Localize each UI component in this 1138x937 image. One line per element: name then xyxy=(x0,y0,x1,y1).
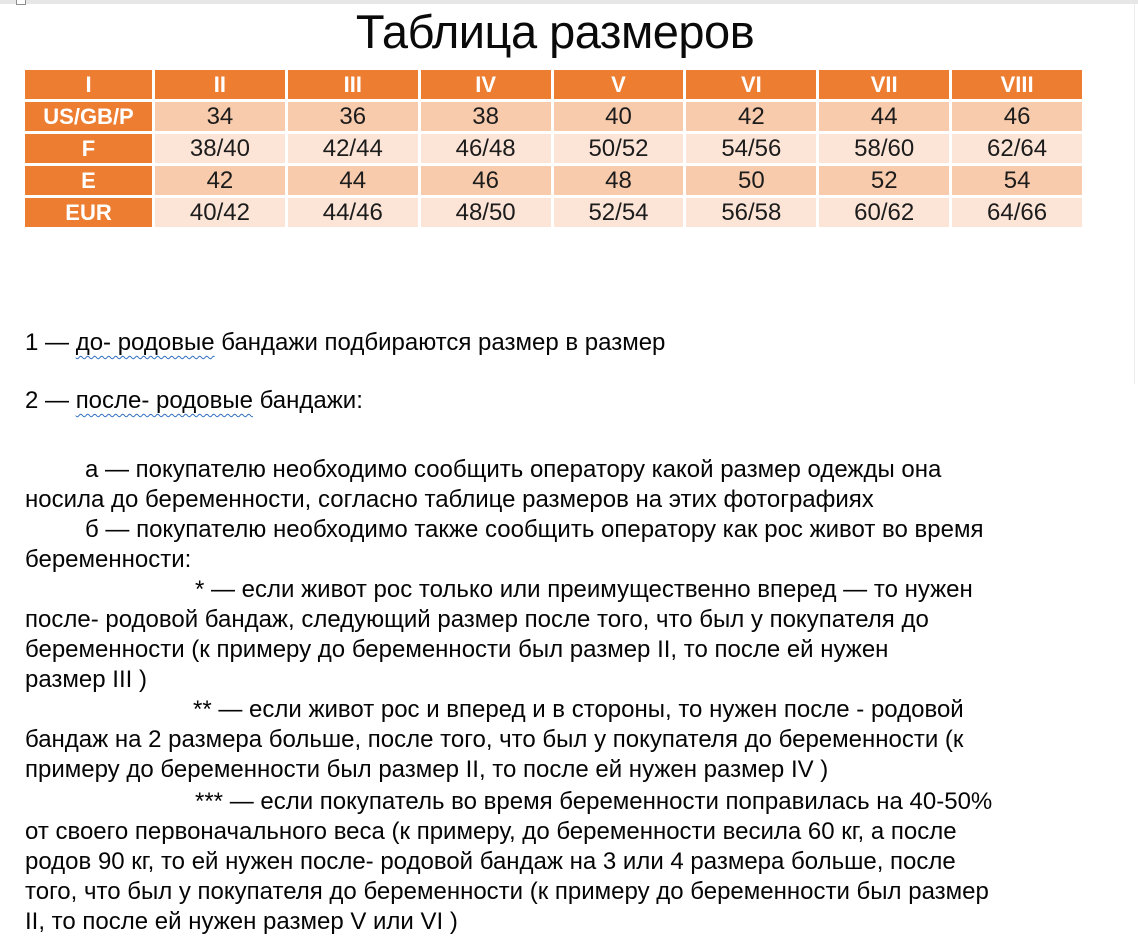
table-cell: 40/42 xyxy=(155,198,285,227)
table-cell: 40 xyxy=(554,102,684,131)
table-cell: 38 xyxy=(421,102,551,131)
table-cell: 52 xyxy=(819,166,949,195)
table-cell: 46 xyxy=(952,102,1082,131)
note-line-item1 xyxy=(25,328,665,358)
row-label-cell: F xyxy=(25,134,152,163)
table-header-cell: VII xyxy=(819,70,949,99)
note-line: б — покупателю необходимо также сообщить оператору как рос живот во время xyxy=(85,516,984,543)
note-line: II, то после ей нужен размер V или VI ) xyxy=(25,908,458,935)
note-line: носила до беременности, согласно таблице размеров на этих фотографиях xyxy=(25,486,874,513)
table-cell: 42/44 xyxy=(288,134,418,163)
table-cell: 62/64 xyxy=(952,134,1082,163)
table-cell: 52/54 xyxy=(554,198,684,227)
table-cell: 44/46 xyxy=(288,198,418,227)
table-cell: 50/52 xyxy=(554,134,684,163)
note-line: *** — если покупатель во время беременности поправилась на 40-50% xyxy=(195,788,993,815)
table-cell: 36 xyxy=(288,102,418,131)
table-cell: 42 xyxy=(686,102,816,131)
note-line: беременности: xyxy=(25,546,192,573)
table-cell: 46 xyxy=(421,166,551,195)
note-line: размер III ) xyxy=(25,666,147,693)
table-cell: 48/50 xyxy=(421,198,551,227)
note-line: того, что был у покупателя до беременности (к примеру до беременности был размер xyxy=(25,878,989,905)
table-cell: 56/58 xyxy=(686,198,816,227)
item2-rest: бандажи: xyxy=(252,387,363,414)
table-cell: 50 xyxy=(686,166,816,195)
page-title: Таблица размеров xyxy=(355,5,755,58)
row-label-cell: E xyxy=(25,166,152,195)
note-line: родов 90 кг, то ей нужен после- родовой бандаж на 3 или 4 размера больше, после xyxy=(25,848,956,875)
note-line-item2 xyxy=(25,386,363,416)
note-line: от своего первоначального веса (к примеру, до беременности весила 60 кг, а после xyxy=(25,818,957,845)
table-cell: 64/66 xyxy=(952,198,1082,227)
table-header-cell: IV xyxy=(421,70,551,99)
table-header-cell: I xyxy=(25,70,152,99)
table-cell: 60/62 xyxy=(819,198,949,227)
table-header-cell: VIII xyxy=(952,70,1082,99)
note-line: ** — если живот рос и вперед и в стороны, то нужен после - родовой xyxy=(193,696,964,723)
table-header-cell: II xyxy=(155,70,285,99)
item1-number: 1 — xyxy=(25,329,76,356)
table-cell: 54 xyxy=(952,166,1082,195)
table-cell: 48 xyxy=(554,166,684,195)
item1-spellcheck-word: до- родовые xyxy=(75,329,215,356)
note-line: бандаж на 2 размера больше, после того, что был у покупателя до беременности (к xyxy=(25,726,964,753)
table-cell: 46/48 xyxy=(421,134,551,163)
note-line: примеру до беременности был размер II, то после ей нужен размер IV ) xyxy=(25,756,829,783)
table-cell: 54/56 xyxy=(686,134,816,163)
table-cell: 44 xyxy=(288,166,418,195)
item2-spellcheck-word: после- родовые xyxy=(75,387,253,414)
item2-number: 2 — xyxy=(25,387,76,414)
row-label-cell: US/GB/P xyxy=(25,102,152,131)
note-line: * — если живот рос только или преимущественно вперед — то нужен xyxy=(195,576,973,603)
row-label-cell: EUR xyxy=(25,198,152,227)
note-line: после- родовой бандаж, следующий размер после того, что был у покупателя до xyxy=(25,606,929,633)
table-header-cell: VI xyxy=(686,70,816,99)
table-header-cell: III xyxy=(288,70,418,99)
page-right-edge xyxy=(1134,4,1135,384)
size-table xyxy=(25,70,1082,227)
table-cell: 58/60 xyxy=(819,134,949,163)
table-cell: 34 xyxy=(155,102,285,131)
table-cell: 44 xyxy=(819,102,949,131)
note-line: беременности (к примеру до беременности был размер II, то после ей нужен xyxy=(25,636,889,663)
table-header-cell: V xyxy=(554,70,684,99)
table-cell: 38/40 xyxy=(155,134,285,163)
table-cell: 42 xyxy=(155,166,285,195)
note-line: а — покупателю необходимо сообщить оператору какой размер одежды она xyxy=(85,456,942,483)
item1-rest: бандажи подбираются размер в размер xyxy=(214,329,666,356)
